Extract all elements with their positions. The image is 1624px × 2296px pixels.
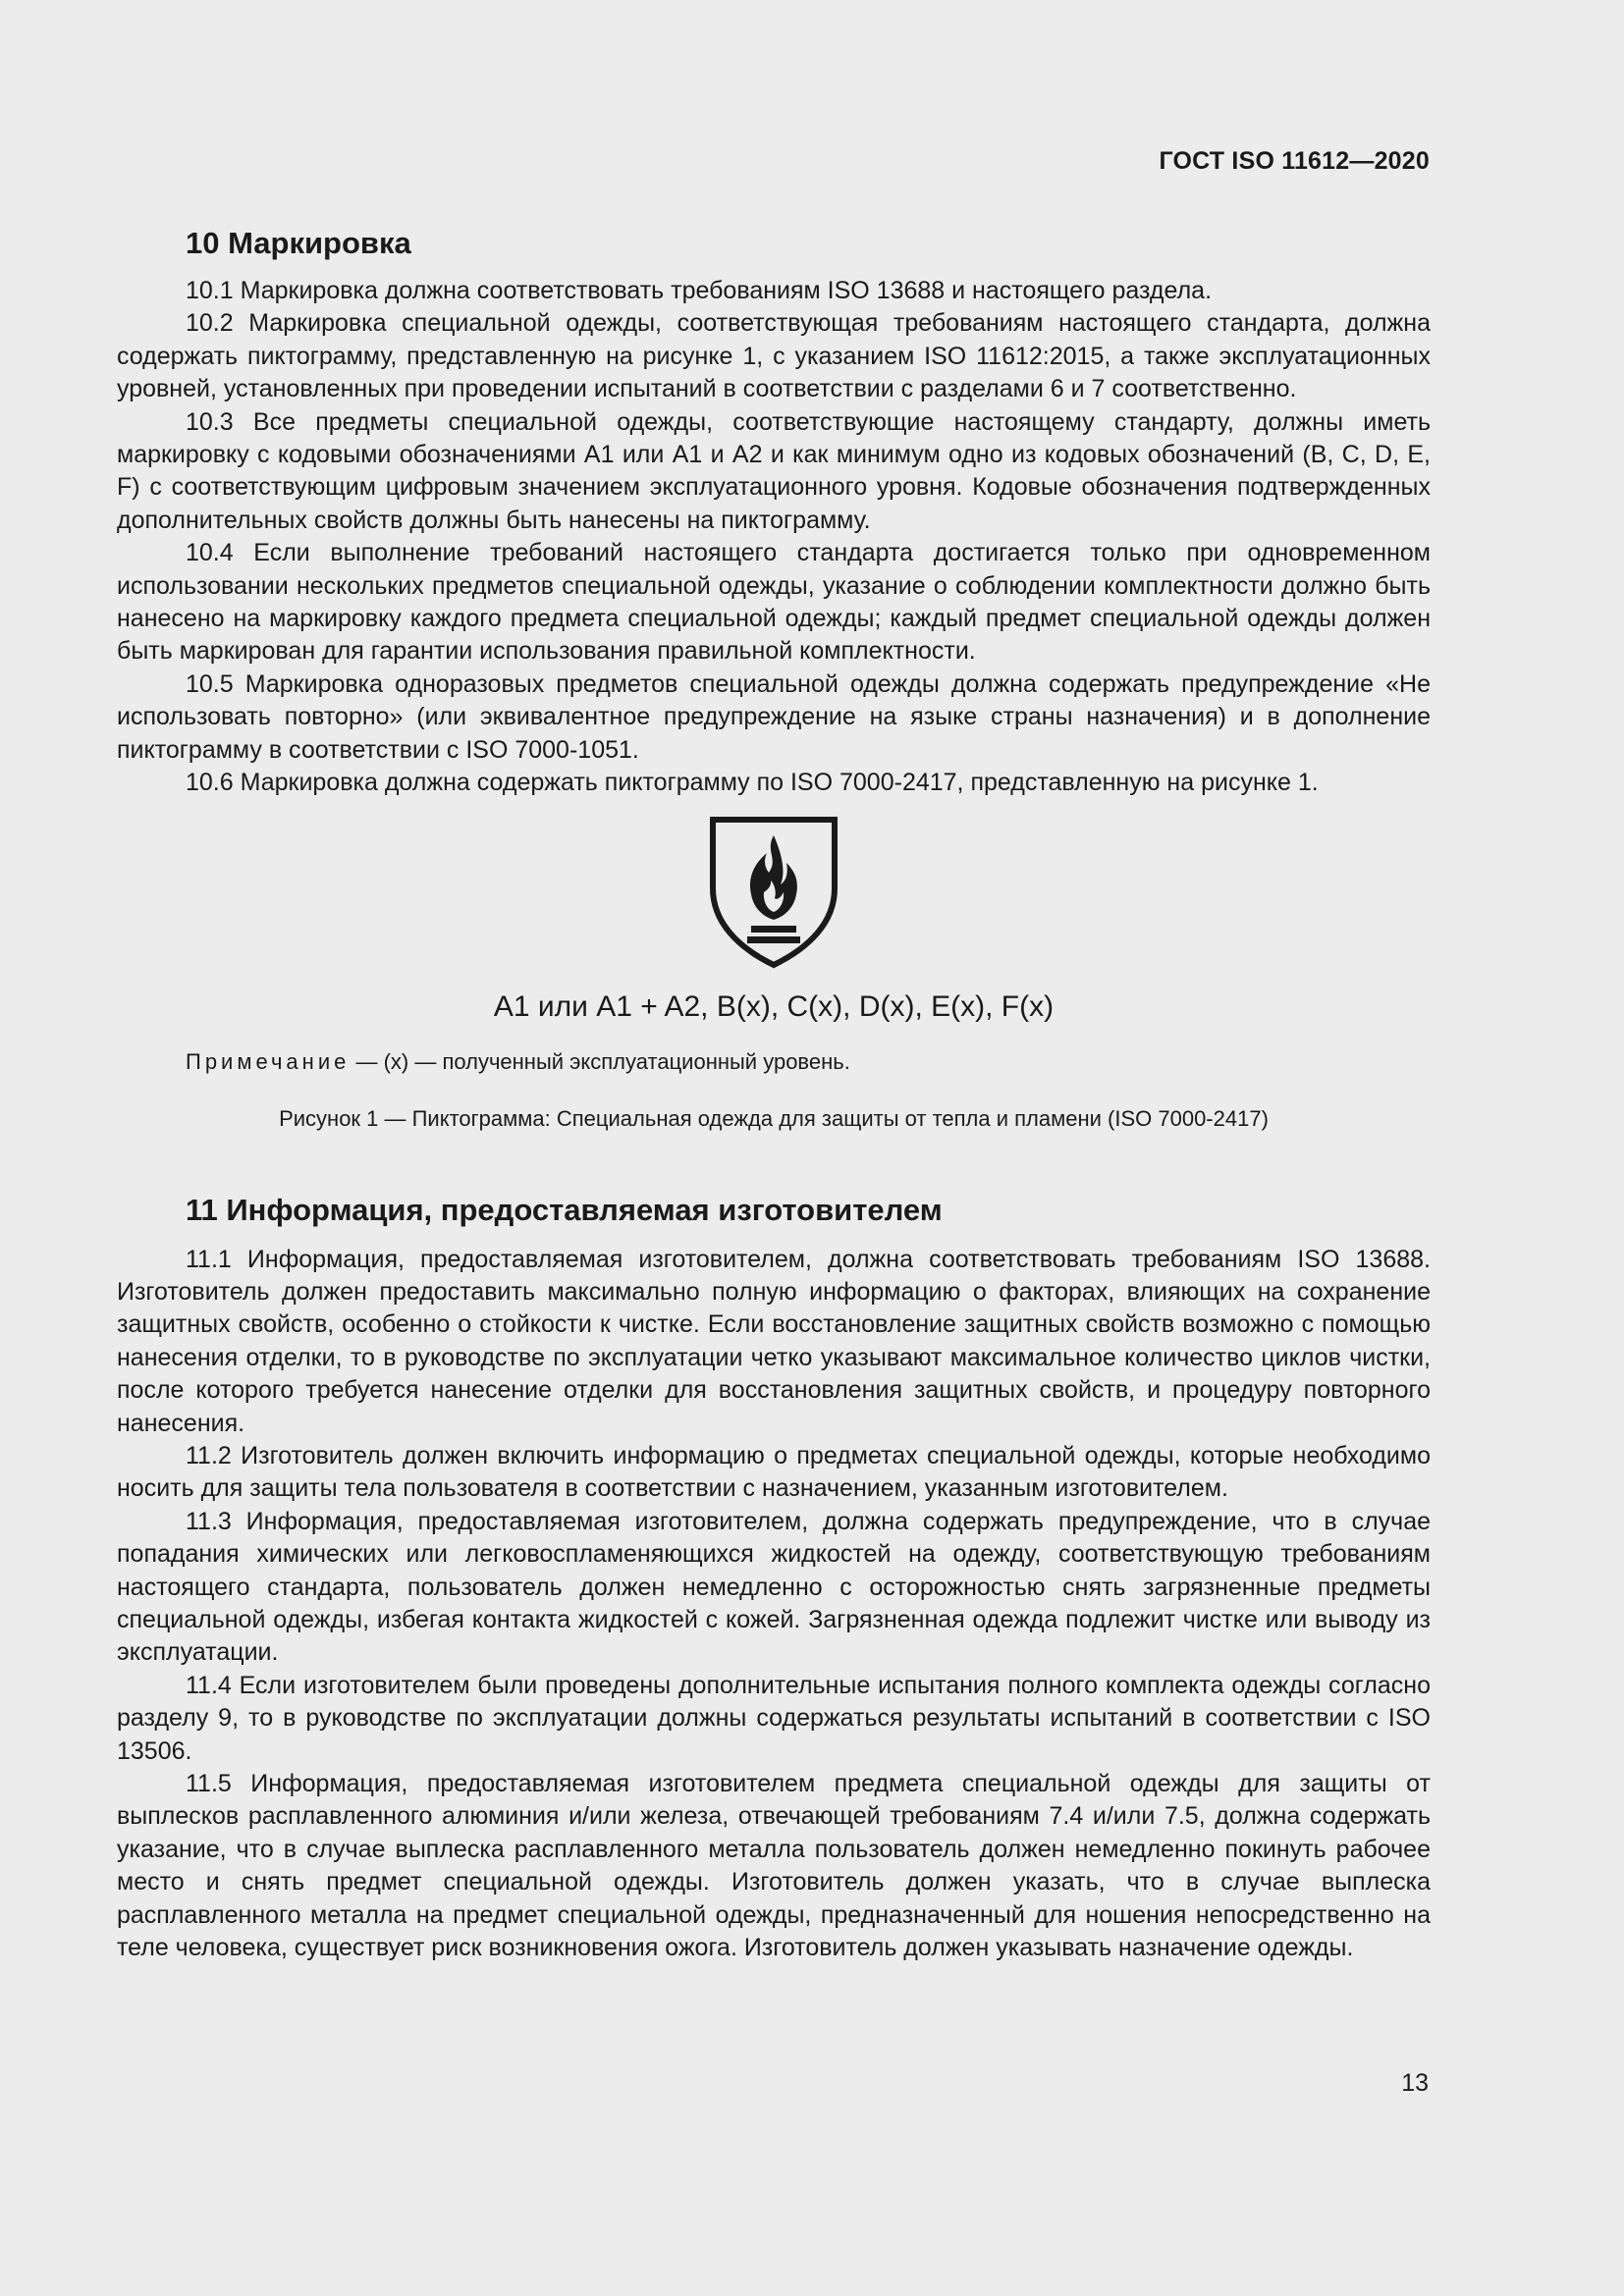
figure-caption: Рисунок 1 — Пиктограмма: Специальная одежда для защиты от тепла и пламени (ISO 7000-2417) [279,1105,1269,1131]
paragraph-11-2: 11.2 Изготовитель должен включить информацию о предметах специальной одежды, которые необходимо носить для защиты тела пользователя в соответствии с назначением, указанным изготовителем. [117,1441,1431,1503]
note-text: — (x) — полученный эксплуатационный уровень. [350,1048,850,1074]
paragraph-10-1: 10.1 Маркировка должна соответствовать требованиям ISO 13688 и настоящего раздела. [186,277,1213,304]
figure-1 [117,816,1431,1026]
paragraph-11-3: 11.3 Информация, предоставляемая изготовителем, должна содержать предупреждение, что в случае попадания химических или легковоспламеняющихся жидкостей на одежду, соответствующую требованиям настоящего стандарта, пользователь должен немедленно с осторожностью снять загрязненные предметы специальной одежды, избегая контакта жидкостей с кожей. Загрязненная одежда подлежит чистке или выводу из эксплуатации. [117,1507,1431,1667]
figure-note [117,1047,1431,1077]
note-label: Примечание [186,1048,351,1074]
paragraph-10-5: 10.5 Маркировка одноразовых предметов специальной одежды должна содержать предупреждение «Не использовать повторно» (или эквивалентное предупреждение на языке страны назначения) и в дополнение пиктограмму в соответствии с ISO 7000-1051. [117,669,1431,764]
paragraph-10-2: 10.2 Маркировка специальной одежды, соответствующая требованиям настоящего стандарта, должна содержать пиктограмму, представленную на рисунке 1, с указанием ISO 11612:2015, а также эксплуатационных уровней, установленных при проведении испытаний в соответствии с разделами 6 и 7 соответственно. [117,309,1431,403]
paragraph-11-1: 11.1 Информация, предоставляемая изготовителем, должна соответствовать требованиям ISO 13688. Изготовитель должен предоставить максимально полную информацию о факторах, влияющих на сохранение защитных свойств, особенно о стойкости к чистке. Если восстановление защитных свойств возможно с помощью нанесения отделки, то в руководстве по эксплуатации четко указывают максимальное количество циклов чистки, после которого требуется нанесение отделки для восстановления защитных свойств, и процедуру повторного нанесения. [117,1245,1431,1437]
paragraph-10-3: 10.3 Все предметы специальной одежды, соответствующие настоящему стандарту, должны иметь маркировку с кодовыми обозначениями А1 или А1 и А2 и как минимум одно из кодовых обозначений (B, C, D, E, F) с соответствующим цифровым значением эксплуатационного уровня. Кодовые обозначения подтвержденных дополнительных свойств должны быть нанесены на пиктограмму. [117,407,1431,534]
document-body [117,224,1431,1964]
page-number: 13 [1401,2069,1429,2097]
figure-code-line: A1 или A1 + A2, B(x), C(x), D(x), E(x), F(x) [493,989,1055,1023]
section-11-title: 11 Информация, предоставляемая изготовителем [186,1192,943,1227]
document-header: ГОСТ ISO 11612—2020 [1159,147,1430,175]
paragraph-11-4: 11.4 Если изготовителем были проведены дополнительные испытания полного комплекта одежды согласно разделу 9, то в руководстве по эксплуатации должны содержаться результаты испытаний в соответствии с ISO 13506. [117,1671,1431,1765]
paragraph-10-4: 10.4 Если выполнение требований настоящего стандарта достигается только при одновременном использовании нескольких предметов специальной одежды, указание о соблюдении комплектности должно быть нанесено на маркировку каждого предмета специальной одежды; каждый предмет специальной одежды должен быть маркирован для гарантии использования правильной комплектности. [117,539,1431,666]
flame-shield-icon [708,816,839,969]
paragraph-11-5: 11.5 Информация, предоставляемая изготовителем предмета специальной одежды для защиты от выплесков расплавленного алюминия и/или железа, отвечающей требованиям 7.4 и/или 7.5, должна содержать указание, что в случае выплеска расплавленного металла пользователь должен немедленно покинуть рабочее место и снять предмет специальной одежды. Изготовитель должен указать, что в случае выплеска расплавленного металла на предмет специальной одежды, предназначенный для ношения непосредственно на теле человека, существует риск возникновения ожога. Изготовитель должен указывать назначение одежды. [117,1770,1431,1962]
section-10-title: 10 Маркировка [186,226,411,260]
paragraph-10-6: 10.6 Маркировка должна содержать пиктограмму по ISO 7000-2417, представленную на рисунке 1. [186,769,1319,797]
